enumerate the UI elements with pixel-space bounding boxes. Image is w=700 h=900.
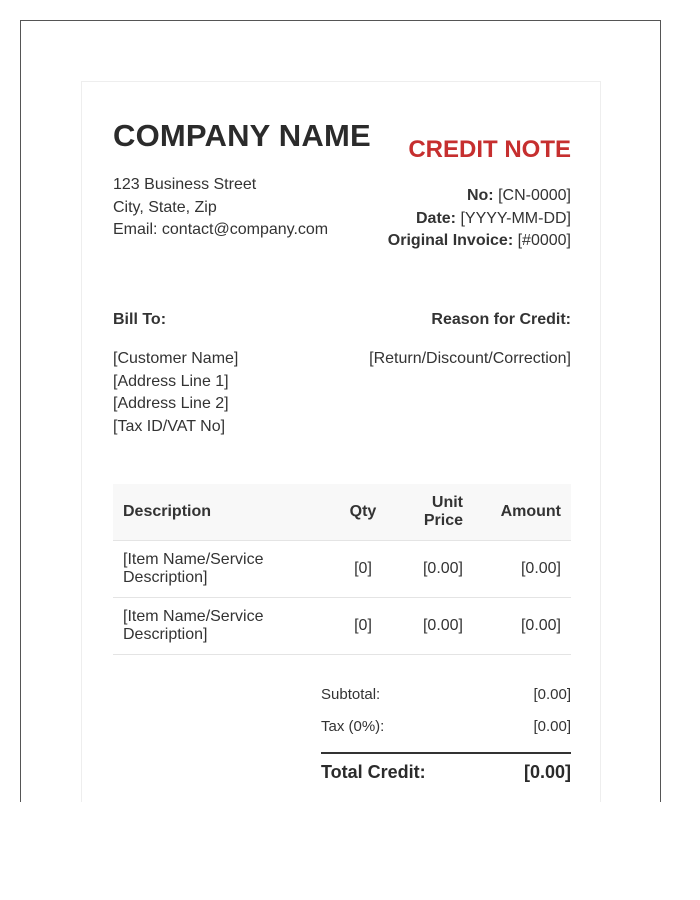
company-address (113, 174, 328, 242)
credit-number-value: [CN-0000] (498, 187, 571, 204)
cell-amount: [0.00] (473, 541, 571, 598)
subtotal-value: [0.00] (533, 685, 571, 703)
bill-to-line: [Customer Name] (113, 350, 239, 367)
credit-number (388, 185, 571, 208)
credit-date (388, 208, 571, 231)
bill-to-line: [Tax ID/VAT No] (113, 417, 226, 435)
reason-label: Reason for Credit: (431, 311, 571, 328)
table-row (113, 541, 571, 598)
cell-description: [Item Name/Service Description] (113, 541, 333, 598)
tax-label: Tax (0%): (321, 717, 385, 735)
subtotal-row (321, 678, 571, 710)
credit-date-value: [YYYY-MM-DD] (460, 209, 571, 227)
address-email: Email: contact@company.com (113, 221, 329, 238)
address-line: 123 Business Street (113, 176, 257, 193)
totals-block (321, 678, 571, 790)
bill-to-line: [Address Line 2] (113, 395, 229, 412)
credit-note-sheet (81, 81, 601, 802)
address-line: City, State, Zip (113, 198, 217, 216)
header-qty: Qty (333, 484, 393, 541)
cell-qty: [0] (333, 598, 393, 655)
header-description: Description (113, 484, 333, 541)
items-table (113, 484, 571, 655)
reason-value: [Return/Discount/Correction] (369, 350, 571, 367)
credit-date-label: Date: (416, 209, 457, 227)
cell-amount: [0.00] (473, 598, 571, 655)
cell-description: [Item Name/Service Description] (113, 598, 333, 655)
document-meta (388, 185, 571, 253)
table-row (113, 598, 571, 655)
total-credit-value: [0.00] (523, 761, 571, 782)
document-title: CREDIT NOTE (408, 136, 571, 163)
company-name: COMPANY NAME (113, 118, 371, 153)
subtotal-label: Subtotal: (321, 685, 381, 703)
header-amount: Amount (473, 484, 571, 541)
tax-row (321, 710, 571, 742)
bill-to-line: [Address Line 1] (113, 372, 229, 390)
original-invoice-label: Original Invoice: (387, 232, 514, 249)
original-invoice-value: [#0000] (517, 232, 571, 249)
bill-to-block (113, 348, 238, 438)
cell-unit-price: [0.00] (393, 541, 473, 598)
header-unit-price: Unit Price (393, 484, 473, 541)
cell-qty: [0] (333, 541, 393, 598)
total-credit-label: Total Credit: (321, 761, 426, 782)
total-credit-row (321, 754, 571, 790)
bill-to-label: Bill To: (113, 311, 167, 328)
original-invoice (388, 230, 571, 253)
tax-value: [0.00] (533, 717, 571, 735)
credit-number-label: No: (466, 187, 494, 204)
table-header-row (113, 484, 571, 541)
cell-unit-price: [0.00] (393, 598, 473, 655)
